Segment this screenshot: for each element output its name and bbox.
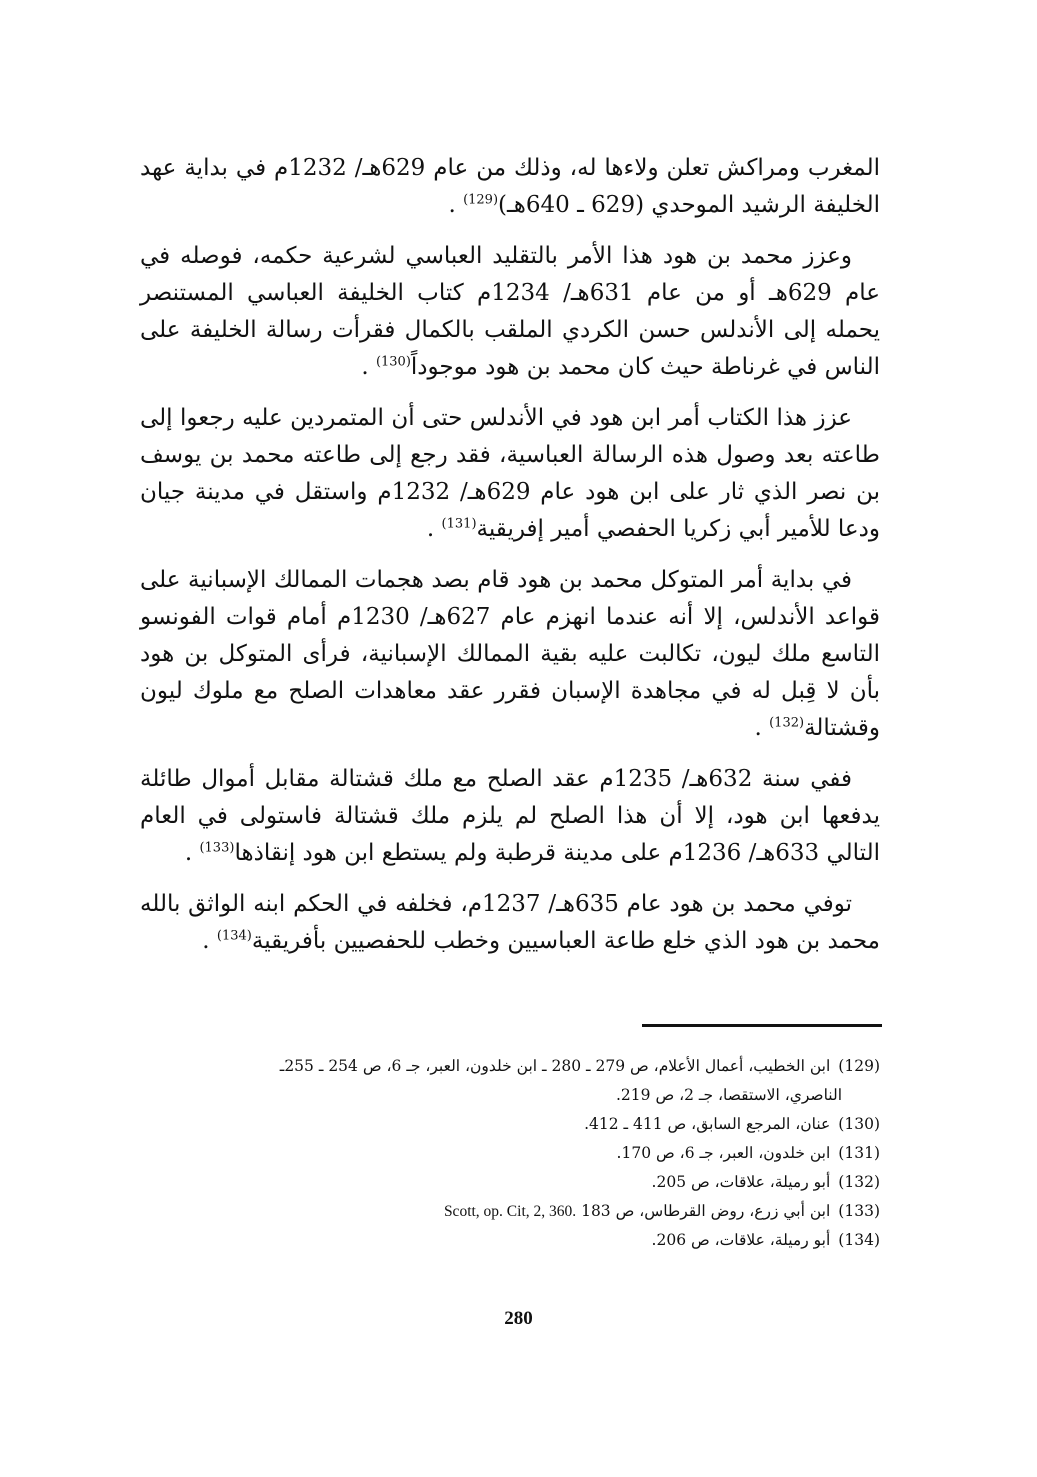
footnote-text: عنان، المرجع السابق، ص 411 ـ 412. — [584, 1115, 831, 1133]
footnote-ref-134[interactable]: (134) — [216, 928, 252, 944]
footnote-133 — [140, 1197, 880, 1226]
footnote-continuation: الناصري، الاستقصا، جـ 2، ص 219. — [615, 1086, 842, 1104]
body-text — [140, 150, 880, 974]
footnote-131 — [140, 1139, 880, 1168]
footnote-ref-129[interactable]: (129) — [463, 192, 499, 208]
footnote-number: (132) — [838, 1173, 880, 1191]
footnote-number: (130) — [838, 1115, 880, 1133]
footnote-number: (134) — [838, 1231, 880, 1249]
paragraph-5: ففي سنة 632هـ/ 1235م عقد الصلح مع ملك قشتالة مقابل أموال طائلة يدفعها ابن هود، إلا أن هذا الصلح لم يلزم ملك قشتالة فاستولى في العام التالي 633هـ/ 1236م على مدينة قرطبة ولم يستطع ابن هود إنقاذها$^{(133)}$ . — [140, 766, 880, 866]
footnote-134 — [140, 1226, 880, 1255]
paragraph-6: توفي محمد بن هود عام 635هـ/ 1237م، فخلفه في الحكم ابنه الواثق بالله محمد بن هود الذي خلع طاعة العباسيين وخطب للحفصيين بأفريقية$^{(134)}$ . — [140, 891, 880, 954]
footnote-ref-132[interactable]: (132) — [769, 715, 805, 731]
paragraph-4: في بداية أمر المتوكل محمد بن هود قام بصد هجمات الممالك الإسبانية على قواعد الأندلس، إلا أنه عندما انهزم عام 627هـ/ 1230م أمام قوات الفونسو التاسع ملك ليون، تكالبت عليه بقية الممالك الإسبانية، فرأى المتوكل بن هود بأن لا قِبل له في مجاهدة الإسبان فقرر عقد معاهدات الصلح مع ملوك ليون وقشتالة$^{(132)}$ . — [140, 567, 880, 741]
footnote-number: (133) — [838, 1202, 880, 1220]
paragraph-2: وعزز محمد بن هود هذا الأمر بالتقليد العباسي لشرعية حكمه، فوصله في عام 629هـ أو من عام 631هـ/ 1234م كتاب الخليفة العباسي المستنصر يحمله إلى الأندلس حسن الكردي الملقب بالكمال فقرأت رسالة الخليفة على الناس في غرناطة حيث كان محمد بن هود موجوداً$^{(130)}$ . — [140, 243, 880, 380]
footnote-number: (129) — [838, 1057, 880, 1075]
footnote-ref-131[interactable]: (131) — [441, 516, 477, 532]
footnotes — [140, 1052, 880, 1255]
footnote-number: (131) — [838, 1144, 880, 1162]
footnote-text: أبو رميلة، علاقات، ص 205. — [651, 1173, 831, 1191]
footnote-ref-130[interactable]: (130) — [375, 354, 411, 370]
footnote-129 — [140, 1052, 880, 1110]
footnote-ref-133[interactable]: (133) — [199, 840, 235, 856]
page-number: 280 — [504, 1308, 533, 1329]
footnote-130 — [140, 1110, 880, 1139]
footnote-text: ابن أبي زرع، روض القرطاس، ص 183 — [576, 1202, 831, 1220]
footnote-latin-reference: Scott, op. Cit, 2, 360. — [443, 1203, 577, 1220]
footnote-text: ابن الخطيب، أعمال الأعلام، ص 279 ـ 280 ـ ابن خلدون، العبر، جـ 6، ص 254 ـ 255ـ — [279, 1057, 831, 1075]
footnote-text: أبو رميلة، علاقات، ص 206. — [651, 1231, 831, 1249]
paragraph-1: المغرب ومراكش تعلن ولاءها له، وذلك من عام 629هـ/ 1232م في بداية عهد الخليفة الرشيد الموحدي (629 ـ 640هـ)$^{(129)}$ . — [140, 155, 880, 218]
footnote-132 — [140, 1168, 880, 1197]
footnote-divider — [642, 1024, 882, 1027]
paragraph-3: عزز هذا الكتاب أمر ابن هود في الأندلس حتى أن المتمردين عليه رجعوا إلى طاعته بعد وصول هذه الرسالة العباسية، فقد رجع إلى طاعته محمد بن يوسف بن نصر الذي ثار على ابن هود عام 629هـ/ 1232م واستقل في مدينة جيان ودعا للأمير أبي زكريا الحفصي أمير إفريقية$^{(131)}$ . — [140, 405, 880, 542]
footnote-text: ابن خلدون، العبر، جـ 6، ص 170. — [616, 1144, 831, 1162]
